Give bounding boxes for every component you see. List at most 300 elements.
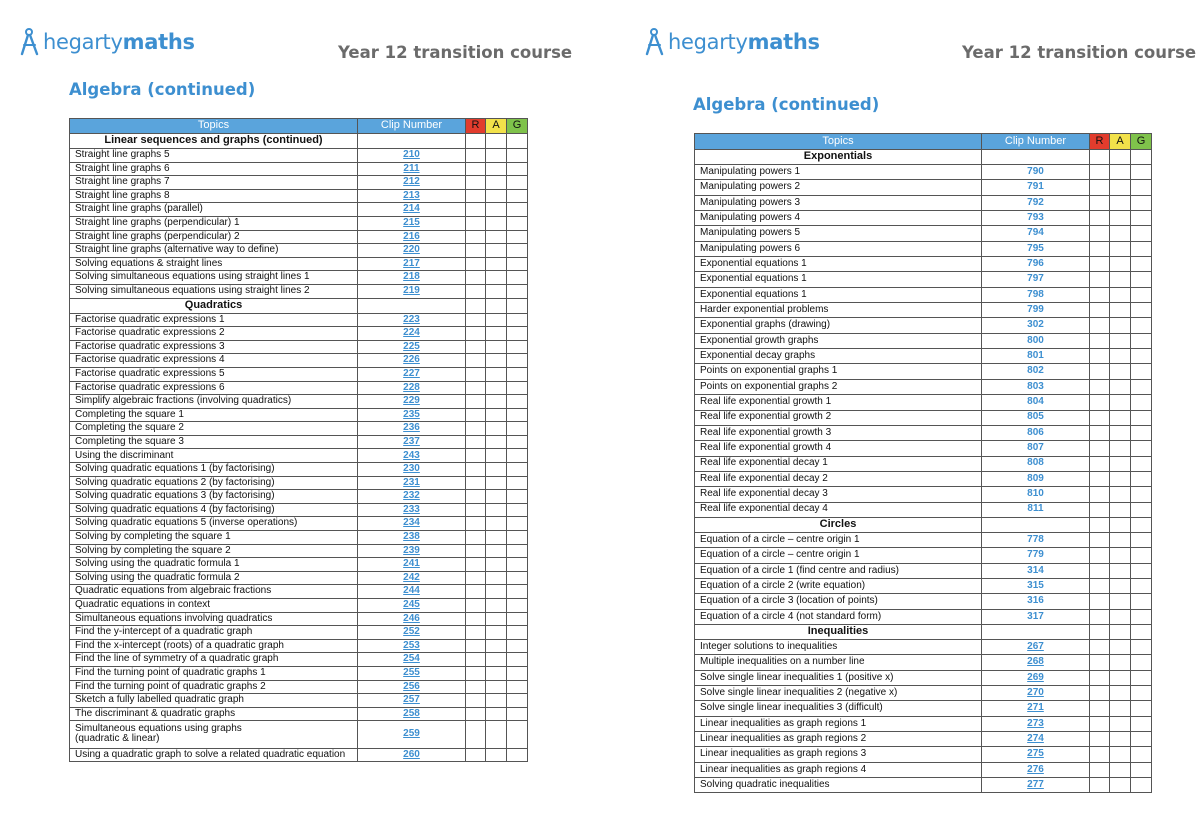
rag-amber-cell[interactable] bbox=[1110, 747, 1131, 762]
rag-red-cell[interactable] bbox=[1090, 241, 1110, 256]
clip-number-link[interactable]: 799 bbox=[982, 303, 1090, 318]
rag-green-cell[interactable] bbox=[1131, 548, 1152, 563]
rag-green-cell[interactable] bbox=[1131, 762, 1152, 777]
rag-green-cell[interactable] bbox=[507, 284, 528, 298]
rag-amber-cell[interactable] bbox=[1110, 532, 1131, 547]
rag-green-cell[interactable] bbox=[507, 571, 528, 585]
rag-green-cell[interactable] bbox=[507, 503, 528, 517]
rag-red-cell[interactable] bbox=[1090, 502, 1110, 517]
rag-amber-cell[interactable] bbox=[1110, 425, 1131, 440]
clip-number-link[interactable]: 256 bbox=[358, 680, 466, 694]
rag-amber-cell[interactable] bbox=[1110, 686, 1131, 701]
rag-amber-cell[interactable] bbox=[486, 585, 507, 599]
clip-number-link[interactable]: 807 bbox=[982, 441, 1090, 456]
rag-red-cell[interactable] bbox=[466, 571, 486, 585]
clip-number-link[interactable]: 792 bbox=[982, 195, 1090, 210]
clip-number-link[interactable]: 241 bbox=[358, 558, 466, 572]
clip-number-link[interactable]: 268 bbox=[982, 655, 1090, 670]
rag-red-cell[interactable] bbox=[466, 244, 486, 258]
rag-green-cell[interactable] bbox=[1131, 395, 1152, 410]
rag-red-cell[interactable] bbox=[466, 149, 486, 163]
rag-green-cell[interactable] bbox=[507, 694, 528, 708]
rag-green-cell[interactable] bbox=[507, 463, 528, 477]
rag-red-cell[interactable] bbox=[1090, 318, 1110, 333]
clip-number-link[interactable]: 273 bbox=[982, 716, 1090, 731]
rag-green-cell[interactable] bbox=[1131, 379, 1152, 394]
rag-green-cell[interactable] bbox=[507, 354, 528, 368]
rag-red-cell[interactable] bbox=[466, 313, 486, 327]
clip-number-link[interactable]: 277 bbox=[982, 778, 1090, 793]
clip-number-link[interactable]: 315 bbox=[982, 578, 1090, 593]
rag-red-cell[interactable] bbox=[1090, 211, 1110, 226]
rag-green-cell[interactable] bbox=[507, 408, 528, 422]
clip-number-link[interactable]: 246 bbox=[358, 612, 466, 626]
rag-amber-cell[interactable] bbox=[486, 367, 507, 381]
rag-red-cell[interactable] bbox=[466, 230, 486, 244]
rag-amber-cell[interactable] bbox=[486, 257, 507, 271]
rag-amber-cell[interactable] bbox=[486, 381, 507, 395]
clip-number-link[interactable]: 270 bbox=[982, 686, 1090, 701]
rag-amber-cell[interactable] bbox=[1110, 563, 1131, 578]
clip-number-link[interactable]: 228 bbox=[358, 381, 466, 395]
rag-amber-cell[interactable] bbox=[486, 707, 507, 721]
rag-amber-cell[interactable] bbox=[1110, 241, 1131, 256]
rag-amber-cell[interactable] bbox=[1110, 410, 1131, 425]
rag-green-cell[interactable] bbox=[507, 544, 528, 558]
rag-amber-cell[interactable] bbox=[486, 449, 507, 463]
rag-red-cell[interactable] bbox=[466, 585, 486, 599]
rag-amber-cell[interactable] bbox=[1110, 701, 1131, 716]
rag-green-cell[interactable] bbox=[1131, 303, 1152, 318]
rag-red-cell[interactable] bbox=[1090, 747, 1110, 762]
clip-number-link[interactable]: 804 bbox=[982, 395, 1090, 410]
rag-amber-cell[interactable] bbox=[486, 149, 507, 163]
clip-number-link[interactable]: 795 bbox=[982, 241, 1090, 256]
rag-red-cell[interactable] bbox=[466, 408, 486, 422]
clip-number-link[interactable]: 314 bbox=[982, 563, 1090, 578]
clip-number-link[interactable]: 212 bbox=[358, 176, 466, 190]
rag-red-cell[interactable] bbox=[1090, 732, 1110, 747]
rag-green-cell[interactable] bbox=[507, 626, 528, 640]
rag-amber-cell[interactable] bbox=[1110, 195, 1131, 210]
rag-green-cell[interactable] bbox=[1131, 502, 1152, 517]
rag-green-cell[interactable] bbox=[507, 721, 528, 748]
rag-green-cell[interactable] bbox=[507, 189, 528, 203]
rag-red-cell[interactable] bbox=[1090, 333, 1110, 348]
rag-amber-cell[interactable] bbox=[1110, 441, 1131, 456]
rag-red-cell[interactable] bbox=[1090, 716, 1110, 731]
rag-green-cell[interactable] bbox=[1131, 257, 1152, 272]
clip-number-link[interactable]: 235 bbox=[358, 408, 466, 422]
rag-red-cell[interactable] bbox=[1090, 609, 1110, 624]
rag-amber-cell[interactable] bbox=[486, 680, 507, 694]
clip-number-link[interactable]: 220 bbox=[358, 244, 466, 258]
rag-green-cell[interactable] bbox=[1131, 532, 1152, 547]
rag-green-cell[interactable] bbox=[1131, 364, 1152, 379]
rag-green-cell[interactable] bbox=[1131, 333, 1152, 348]
rag-red-cell[interactable] bbox=[466, 449, 486, 463]
rag-amber-cell[interactable] bbox=[486, 571, 507, 585]
rag-amber-cell[interactable] bbox=[486, 422, 507, 436]
rag-green-cell[interactable] bbox=[1131, 655, 1152, 670]
clip-number-link[interactable]: 232 bbox=[358, 490, 466, 504]
clip-number-link[interactable]: 214 bbox=[358, 203, 466, 217]
rag-red-cell[interactable] bbox=[466, 599, 486, 613]
rag-amber-cell[interactable] bbox=[1110, 639, 1131, 654]
rag-red-cell[interactable] bbox=[466, 721, 486, 748]
rag-green-cell[interactable] bbox=[1131, 487, 1152, 502]
clip-number-link[interactable]: 317 bbox=[982, 609, 1090, 624]
rag-red-cell[interactable] bbox=[466, 476, 486, 490]
rag-amber-cell[interactable] bbox=[1110, 349, 1131, 364]
rag-amber-cell[interactable] bbox=[1110, 395, 1131, 410]
rag-red-cell[interactable] bbox=[1090, 578, 1110, 593]
clip-number-link[interactable]: 226 bbox=[358, 354, 466, 368]
rag-amber-cell[interactable] bbox=[1110, 379, 1131, 394]
rag-red-cell[interactable] bbox=[466, 517, 486, 531]
rag-red-cell[interactable] bbox=[1090, 395, 1110, 410]
rag-red-cell[interactable] bbox=[466, 680, 486, 694]
rag-red-cell[interactable] bbox=[466, 271, 486, 285]
rag-green-cell[interactable] bbox=[1131, 195, 1152, 210]
clip-number-link[interactable]: 245 bbox=[358, 599, 466, 613]
clip-number-link[interactable]: 225 bbox=[358, 340, 466, 354]
rag-red-cell[interactable] bbox=[466, 748, 486, 762]
rag-amber-cell[interactable] bbox=[1110, 578, 1131, 593]
clip-number-link[interactable]: 233 bbox=[358, 503, 466, 517]
clip-number-link[interactable]: 793 bbox=[982, 211, 1090, 226]
rag-green-cell[interactable] bbox=[1131, 670, 1152, 685]
rag-amber-cell[interactable] bbox=[486, 284, 507, 298]
rag-green-cell[interactable] bbox=[507, 313, 528, 327]
clip-number-link[interactable]: 267 bbox=[982, 639, 1090, 654]
rag-green-cell[interactable] bbox=[507, 203, 528, 217]
clip-number-link[interactable]: 218 bbox=[358, 271, 466, 285]
clip-number-link[interactable]: 803 bbox=[982, 379, 1090, 394]
rag-red-cell[interactable] bbox=[466, 490, 486, 504]
rag-amber-cell[interactable] bbox=[486, 203, 507, 217]
clip-number-link[interactable]: 223 bbox=[358, 313, 466, 327]
rag-red-cell[interactable] bbox=[466, 327, 486, 341]
rag-red-cell[interactable] bbox=[466, 422, 486, 436]
rag-red-cell[interactable] bbox=[1090, 487, 1110, 502]
clip-number-link[interactable]: 230 bbox=[358, 463, 466, 477]
rag-amber-cell[interactable] bbox=[486, 271, 507, 285]
rag-green-cell[interactable] bbox=[507, 517, 528, 531]
rag-green-cell[interactable] bbox=[507, 558, 528, 572]
rag-red-cell[interactable] bbox=[466, 257, 486, 271]
rag-amber-cell[interactable] bbox=[1110, 272, 1131, 287]
rag-green-cell[interactable] bbox=[1131, 287, 1152, 302]
rag-amber-cell[interactable] bbox=[1110, 655, 1131, 670]
rag-amber-cell[interactable] bbox=[486, 503, 507, 517]
clip-number-link[interactable]: 806 bbox=[982, 425, 1090, 440]
rag-green-cell[interactable] bbox=[507, 271, 528, 285]
rag-amber-cell[interactable] bbox=[1110, 471, 1131, 486]
rag-red-cell[interactable] bbox=[1090, 226, 1110, 241]
clip-number-link[interactable]: 797 bbox=[982, 272, 1090, 287]
rag-red-cell[interactable] bbox=[466, 531, 486, 545]
rag-amber-cell[interactable] bbox=[1110, 732, 1131, 747]
rag-amber-cell[interactable] bbox=[1110, 318, 1131, 333]
rag-green-cell[interactable] bbox=[1131, 609, 1152, 624]
rag-amber-cell[interactable] bbox=[1110, 762, 1131, 777]
rag-red-cell[interactable] bbox=[466, 340, 486, 354]
rag-amber-cell[interactable] bbox=[486, 721, 507, 748]
clip-number-link[interactable]: 778 bbox=[982, 532, 1090, 547]
clip-number-link[interactable]: 215 bbox=[358, 216, 466, 230]
rag-red-cell[interactable] bbox=[466, 694, 486, 708]
rag-red-cell[interactable] bbox=[1090, 471, 1110, 486]
rag-green-cell[interactable] bbox=[507, 748, 528, 762]
rag-red-cell[interactable] bbox=[1090, 441, 1110, 456]
rag-green-cell[interactable] bbox=[507, 599, 528, 613]
clip-number-link[interactable]: 244 bbox=[358, 585, 466, 599]
rag-red-cell[interactable] bbox=[466, 544, 486, 558]
rag-green-cell[interactable] bbox=[1131, 747, 1152, 762]
rag-amber-cell[interactable] bbox=[486, 666, 507, 680]
rag-red-cell[interactable] bbox=[466, 558, 486, 572]
rag-green-cell[interactable] bbox=[507, 666, 528, 680]
rag-green-cell[interactable] bbox=[1131, 716, 1152, 731]
rag-green-cell[interactable] bbox=[507, 639, 528, 653]
rag-amber-cell[interactable] bbox=[486, 354, 507, 368]
rag-amber-cell[interactable] bbox=[1110, 548, 1131, 563]
clip-number-link[interactable]: 258 bbox=[358, 707, 466, 721]
clip-number-link[interactable]: 234 bbox=[358, 517, 466, 531]
rag-red-cell[interactable] bbox=[466, 435, 486, 449]
clip-number-link[interactable]: 271 bbox=[982, 701, 1090, 716]
clip-number-link[interactable]: 224 bbox=[358, 327, 466, 341]
rag-amber-cell[interactable] bbox=[1110, 716, 1131, 731]
clip-number-link[interactable]: 257 bbox=[358, 694, 466, 708]
rag-green-cell[interactable] bbox=[507, 176, 528, 190]
rag-amber-cell[interactable] bbox=[1110, 287, 1131, 302]
rag-red-cell[interactable] bbox=[466, 639, 486, 653]
clip-number-link[interactable]: 798 bbox=[982, 287, 1090, 302]
rag-green-cell[interactable] bbox=[507, 367, 528, 381]
rag-amber-cell[interactable] bbox=[486, 612, 507, 626]
rag-red-cell[interactable] bbox=[1090, 180, 1110, 195]
rag-green-cell[interactable] bbox=[1131, 272, 1152, 287]
rag-amber-cell[interactable] bbox=[1110, 257, 1131, 272]
rag-green-cell[interactable] bbox=[507, 435, 528, 449]
rag-green-cell[interactable] bbox=[1131, 578, 1152, 593]
clip-number-link[interactable]: 810 bbox=[982, 487, 1090, 502]
rag-amber-cell[interactable] bbox=[1110, 211, 1131, 226]
rag-green-cell[interactable] bbox=[507, 257, 528, 271]
rag-amber-cell[interactable] bbox=[1110, 364, 1131, 379]
rag-green-cell[interactable] bbox=[1131, 594, 1152, 609]
rag-amber-cell[interactable] bbox=[486, 244, 507, 258]
clip-number-link[interactable]: 255 bbox=[358, 666, 466, 680]
rag-green-cell[interactable] bbox=[1131, 226, 1152, 241]
clip-number-link[interactable]: 276 bbox=[982, 762, 1090, 777]
rag-red-cell[interactable] bbox=[1090, 532, 1110, 547]
rag-green-cell[interactable] bbox=[1131, 425, 1152, 440]
rag-red-cell[interactable] bbox=[1090, 701, 1110, 716]
rag-green-cell[interactable] bbox=[507, 162, 528, 176]
rag-red-cell[interactable] bbox=[466, 203, 486, 217]
rag-amber-cell[interactable] bbox=[486, 517, 507, 531]
rag-red-cell[interactable] bbox=[466, 189, 486, 203]
rag-green-cell[interactable] bbox=[507, 244, 528, 258]
rag-green-cell[interactable] bbox=[507, 327, 528, 341]
clip-number-link[interactable]: 805 bbox=[982, 410, 1090, 425]
rag-red-cell[interactable] bbox=[1090, 778, 1110, 793]
rag-red-cell[interactable] bbox=[1090, 639, 1110, 654]
clip-number-link[interactable]: 213 bbox=[358, 189, 466, 203]
rag-amber-cell[interactable] bbox=[486, 313, 507, 327]
rag-green-cell[interactable] bbox=[1131, 701, 1152, 716]
clip-number-link[interactable]: 238 bbox=[358, 531, 466, 545]
clip-number-link[interactable]: 236 bbox=[358, 422, 466, 436]
rag-amber-cell[interactable] bbox=[1110, 303, 1131, 318]
clip-number-link[interactable]: 229 bbox=[358, 395, 466, 409]
rag-green-cell[interactable] bbox=[507, 381, 528, 395]
rag-red-cell[interactable] bbox=[466, 381, 486, 395]
rag-green-cell[interactable] bbox=[507, 490, 528, 504]
rag-green-cell[interactable] bbox=[1131, 318, 1152, 333]
rag-amber-cell[interactable] bbox=[486, 626, 507, 640]
rag-amber-cell[interactable] bbox=[486, 408, 507, 422]
rag-red-cell[interactable] bbox=[1090, 257, 1110, 272]
rag-amber-cell[interactable] bbox=[486, 189, 507, 203]
rag-green-cell[interactable] bbox=[507, 449, 528, 463]
clip-number-link[interactable]: 254 bbox=[358, 653, 466, 667]
rag-amber-cell[interactable] bbox=[486, 531, 507, 545]
rag-red-cell[interactable] bbox=[1090, 287, 1110, 302]
rag-amber-cell[interactable] bbox=[1110, 487, 1131, 502]
rag-red-cell[interactable] bbox=[1090, 686, 1110, 701]
rag-green-cell[interactable] bbox=[507, 395, 528, 409]
rag-red-cell[interactable] bbox=[1090, 655, 1110, 670]
rag-red-cell[interactable] bbox=[1090, 364, 1110, 379]
rag-red-cell[interactable] bbox=[1090, 563, 1110, 578]
rag-amber-cell[interactable] bbox=[486, 490, 507, 504]
clip-number-link[interactable]: 269 bbox=[982, 670, 1090, 685]
clip-number-link[interactable]: 210 bbox=[358, 149, 466, 163]
rag-green-cell[interactable] bbox=[507, 585, 528, 599]
rag-amber-cell[interactable] bbox=[1110, 165, 1131, 180]
rag-green-cell[interactable] bbox=[1131, 441, 1152, 456]
rag-red-cell[interactable] bbox=[466, 162, 486, 176]
rag-red-cell[interactable] bbox=[466, 176, 486, 190]
rag-amber-cell[interactable] bbox=[486, 230, 507, 244]
rag-green-cell[interactable] bbox=[1131, 471, 1152, 486]
rag-green-cell[interactable] bbox=[1131, 349, 1152, 364]
rag-red-cell[interactable] bbox=[466, 653, 486, 667]
rag-green-cell[interactable] bbox=[1131, 165, 1152, 180]
rag-amber-cell[interactable] bbox=[486, 395, 507, 409]
rag-red-cell[interactable] bbox=[1090, 425, 1110, 440]
rag-red-cell[interactable] bbox=[466, 626, 486, 640]
clip-number-link[interactable]: 231 bbox=[358, 476, 466, 490]
rag-amber-cell[interactable] bbox=[486, 748, 507, 762]
rag-red-cell[interactable] bbox=[466, 666, 486, 680]
rag-red-cell[interactable] bbox=[466, 612, 486, 626]
rag-red-cell[interactable] bbox=[1090, 303, 1110, 318]
rag-red-cell[interactable] bbox=[1090, 349, 1110, 364]
clip-number-link[interactable]: 809 bbox=[982, 471, 1090, 486]
rag-amber-cell[interactable] bbox=[1110, 502, 1131, 517]
clip-number-link[interactable]: 259 bbox=[358, 721, 466, 748]
clip-number-link[interactable]: 794 bbox=[982, 226, 1090, 241]
rag-green-cell[interactable] bbox=[507, 531, 528, 545]
rag-green-cell[interactable] bbox=[1131, 639, 1152, 654]
clip-number-link[interactable]: 802 bbox=[982, 364, 1090, 379]
rag-amber-cell[interactable] bbox=[1110, 594, 1131, 609]
rag-red-cell[interactable] bbox=[1090, 548, 1110, 563]
rag-amber-cell[interactable] bbox=[486, 162, 507, 176]
rag-amber-cell[interactable] bbox=[486, 435, 507, 449]
rag-red-cell[interactable] bbox=[466, 395, 486, 409]
clip-number-link[interactable]: 211 bbox=[358, 162, 466, 176]
clip-number-link[interactable]: 791 bbox=[982, 180, 1090, 195]
rag-red-cell[interactable] bbox=[466, 367, 486, 381]
rag-amber-cell[interactable] bbox=[486, 544, 507, 558]
rag-amber-cell[interactable] bbox=[1110, 226, 1131, 241]
clip-number-link[interactable]: 253 bbox=[358, 639, 466, 653]
clip-number-link[interactable]: 808 bbox=[982, 456, 1090, 471]
rag-green-cell[interactable] bbox=[507, 612, 528, 626]
rag-amber-cell[interactable] bbox=[486, 340, 507, 354]
rag-green-cell[interactable] bbox=[507, 340, 528, 354]
clip-number-link[interactable]: 316 bbox=[982, 594, 1090, 609]
rag-amber-cell[interactable] bbox=[1110, 333, 1131, 348]
clip-number-link[interactable]: 790 bbox=[982, 165, 1090, 180]
rag-amber-cell[interactable] bbox=[486, 216, 507, 230]
rag-amber-cell[interactable] bbox=[486, 463, 507, 477]
rag-green-cell[interactable] bbox=[1131, 778, 1152, 793]
rag-green-cell[interactable] bbox=[507, 216, 528, 230]
clip-number-link[interactable]: 252 bbox=[358, 626, 466, 640]
clip-number-link[interactable]: 237 bbox=[358, 435, 466, 449]
rag-green-cell[interactable] bbox=[507, 230, 528, 244]
rag-green-cell[interactable] bbox=[507, 680, 528, 694]
clip-number-link[interactable]: 217 bbox=[358, 257, 466, 271]
rag-amber-cell[interactable] bbox=[1110, 778, 1131, 793]
rag-green-cell[interactable] bbox=[507, 422, 528, 436]
rag-green-cell[interactable] bbox=[1131, 211, 1152, 226]
rag-green-cell[interactable] bbox=[507, 149, 528, 163]
clip-number-link[interactable]: 242 bbox=[358, 571, 466, 585]
rag-green-cell[interactable] bbox=[507, 707, 528, 721]
clip-number-link[interactable]: 243 bbox=[358, 449, 466, 463]
rag-red-cell[interactable] bbox=[466, 284, 486, 298]
rag-amber-cell[interactable] bbox=[1110, 180, 1131, 195]
rag-amber-cell[interactable] bbox=[486, 476, 507, 490]
clip-number-link[interactable]: 260 bbox=[358, 748, 466, 762]
rag-green-cell[interactable] bbox=[1131, 241, 1152, 256]
clip-number-link[interactable]: 274 bbox=[982, 732, 1090, 747]
rag-green-cell[interactable] bbox=[1131, 410, 1152, 425]
rag-amber-cell[interactable] bbox=[1110, 456, 1131, 471]
rag-red-cell[interactable] bbox=[1090, 762, 1110, 777]
rag-green-cell[interactable] bbox=[507, 653, 528, 667]
rag-amber-cell[interactable] bbox=[486, 599, 507, 613]
rag-red-cell[interactable] bbox=[466, 463, 486, 477]
rag-red-cell[interactable] bbox=[1090, 165, 1110, 180]
rag-amber-cell[interactable] bbox=[486, 558, 507, 572]
rag-amber-cell[interactable] bbox=[1110, 609, 1131, 624]
rag-red-cell[interactable] bbox=[1090, 379, 1110, 394]
clip-number-link[interactable]: 801 bbox=[982, 349, 1090, 364]
rag-red-cell[interactable] bbox=[1090, 410, 1110, 425]
rag-red-cell[interactable] bbox=[466, 216, 486, 230]
rag-amber-cell[interactable] bbox=[486, 176, 507, 190]
clip-number-link[interactable]: 779 bbox=[982, 548, 1090, 563]
